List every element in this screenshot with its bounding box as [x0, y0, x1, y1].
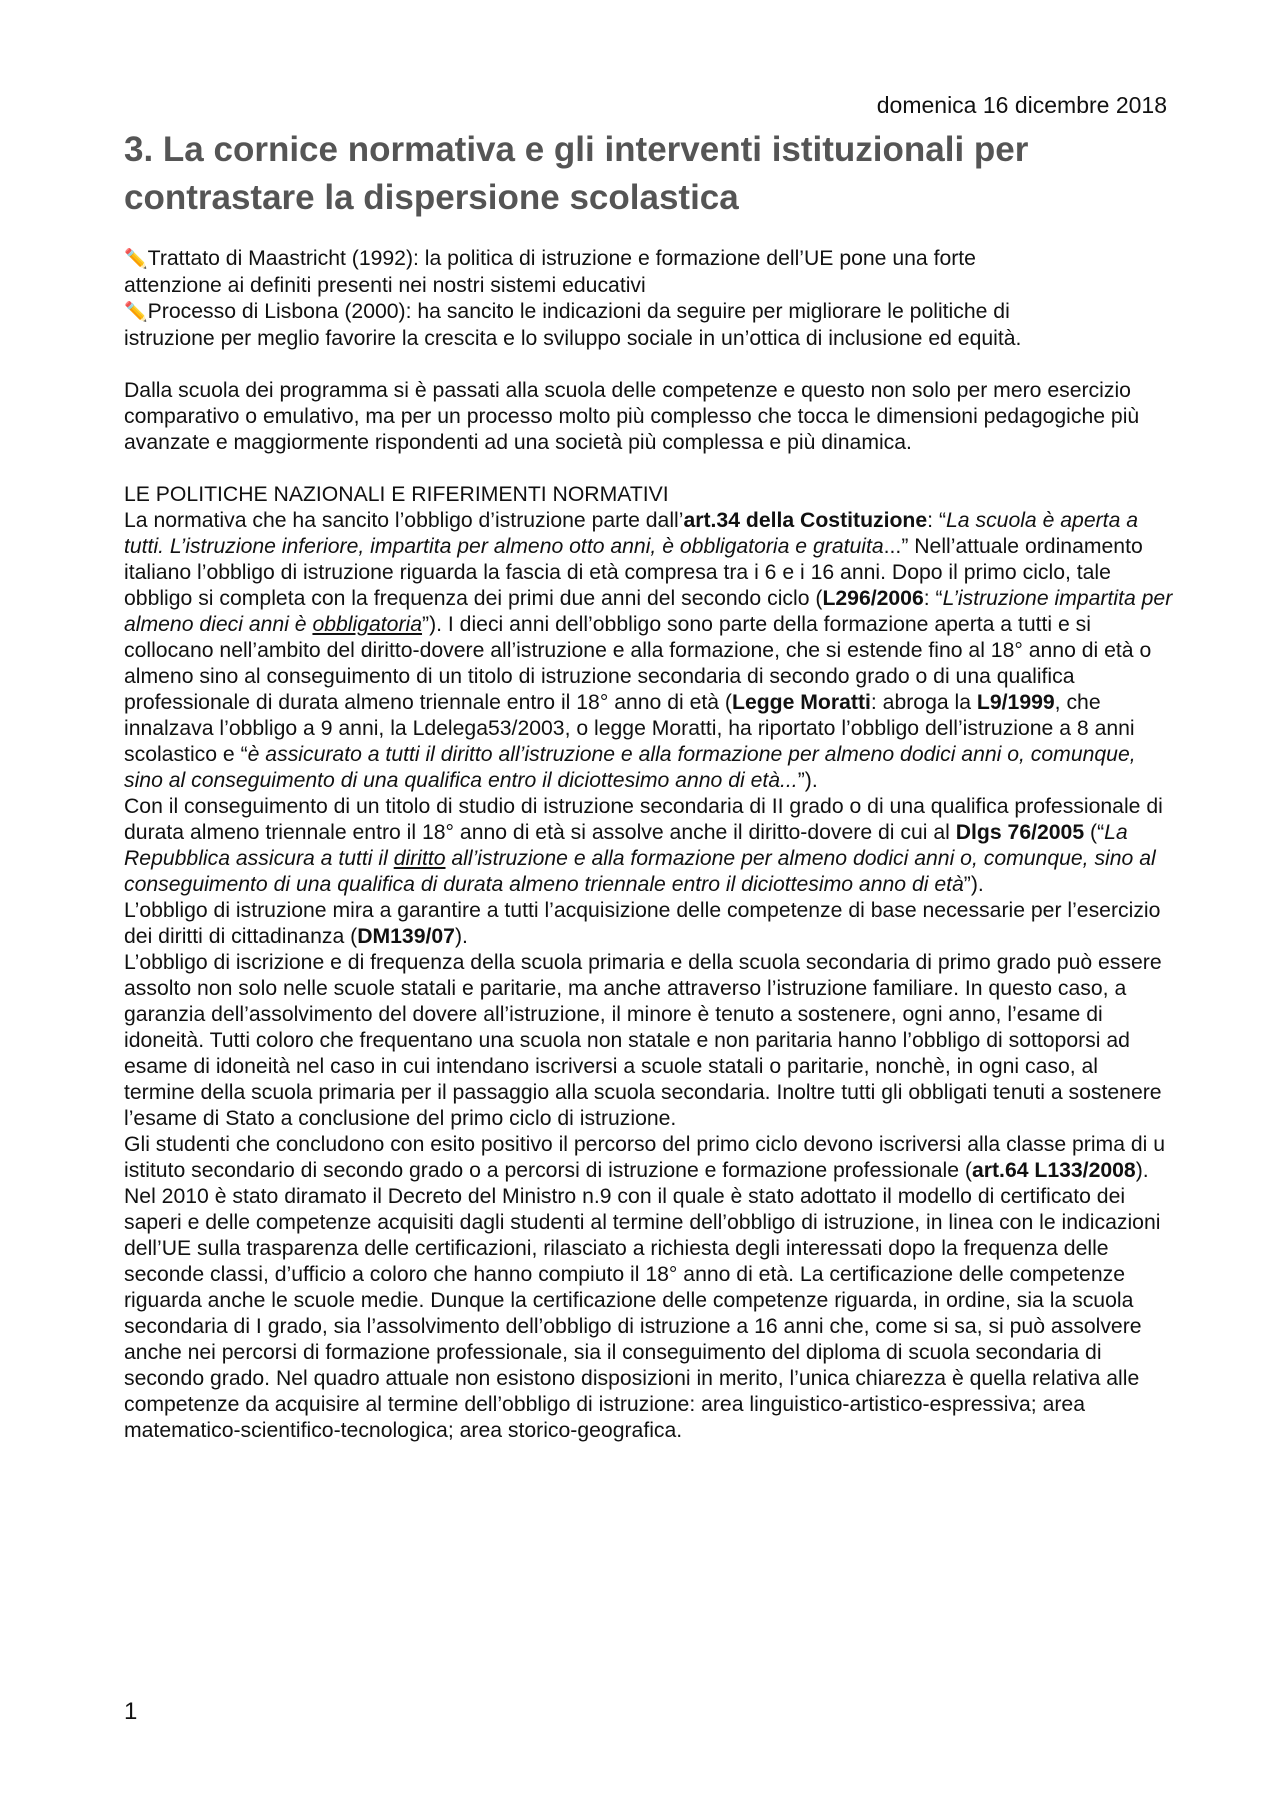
- document-title: 3. La cornice normativa e gli interventi istituzionali per contrastare la dispersione scolastica: [124, 130, 1029, 217]
- document-date: domenica 16 dicembre 2018: [876, 92, 1167, 118]
- bullet-text: Trattato di Maastricht (1992): la politica di istruzione e formazione dell’UE pone una forte: [147, 247, 976, 270]
- underlined-term: obbligatoria: [312, 613, 423, 636]
- paragraph-cittadinanza: L’obbligo di istruzione mira a garantire a tutti l’acquisizione delle competenze di base necessarie per l’esercizio dei diritti di cittadinanza (DM139/07).: [124, 899, 1161, 948]
- bullet-item: [124, 299, 1174, 352]
- page-number: 1: [124, 1698, 138, 1725]
- bullet-item: [124, 246, 1174, 299]
- intro-paragraph: Dalla scuola dei programma si è passati alla scuola delle competenze e questo non solo per mero esercizio comparativo o emulativo, ma per un processo molto più complesso che tocca le dimensioni pedagogiche più avanzate e maggiormente rispondenti ad una società più complessa e più dinamica.: [124, 379, 1140, 454]
- bullet-text: Processo di Lisbona (2000): ha sancito le indicazioni da seguire per migliorare le politiche di: [147, 300, 1010, 323]
- paragraph-iscrizione: L’obbligo di iscrizione e di frequenza della scuola primaria e della scuola secondaria di primo grado può essere assolto non solo nelle scuole statali e paritarie, ma anche attraverso l’istruzione familiare. In questo caso, a garanzia dell’assolvimento del dovere all’istruzione, il minore è tenuto a sostenere, ogni anno, l’esame di idoneità. Tutti coloro che frequentano una scuola non statale e non paritaria hanno l’obbligo di sottoporsi ad esame di idoneità nel caso in cui intendano iscriversi a scuole statali o paritarie, nonchè, in ogni caso, al termine della scuola primaria per il passaggio alla scuola secondaria. Inoltre tutti gli obbligati tenuti a sostenere l’esame di Stato a conclusione del primo ciclo di istruzione.: [124, 951, 1162, 1130]
- paragraph-diritto-dovere: Con il conseguimento di un titolo di studio di istruzione secondaria di II grado o di una qualifica professionale di durata almeno triennale entro il 18° anno di età si assolve anche il diritto-dovere di cui al Dlgs 76/2005 (“La Repubblica assicura a tutti il diritto all’istruzione e alla formazione per almeno dodici anni o, comunque, sino al conseguimento di una qualifica di durata almeno triennale entro il diciottesimo anno di età”).: [124, 795, 1163, 896]
- paragraph-studenti: Gli studenti che concludono con esito positivo il percorso del primo ciclo devono iscriversi alla classe prima di u istituto secondario di secondo grado o a percorsi di istruzione e formazione professionale (art.64 L133/2008).: [124, 1133, 1166, 1182]
- paragraph-obbligo: La normativa che ha sancito l’obbligo d’istruzione parte dall’art.34 della Costituzione: “La scuola è aperta a tutti. L’istruzione inferiore, impartita per almeno otto anni, è obbligatoria e gratuita...” Nell’attuale ordinamento italiano l’obbligo di istruzione riguarda la fascia di età compresa tra i 6 e i 16 anni. Dopo il primo ciclo, tale obbligo si completa con la frequenza dei primi due anni del secondo ciclo (L296/2006: “L’istruzione impartita per almeno dieci anni è obbligatoria”). I dieci anni dell’obbligo sono parte della formazione aperta a tutti e si collocano nell’ambito del diritto-dovere all’istruzione e alla formazione, che si estende fino al 18° anno di età o almeno sino al conseguimento di un titolo di istruzione secondaria di secondo grado o di una qualifica professionale di durata almeno triennale entro il 18° anno di età (Legge Moratti: abroga la L9/1999, che innalzava l’obbligo a 9 anni, la Ldelega53/2003, o legge Moratti, ha riportato l’obbligo dell’istruzione a 8 anni scolastico e “è assicurato a tutti il diritto all’istruzione e alla formazione per almeno dodici anni o, comunque, sino al conseguimento di una qualifica entro il diciottesimo anno di età...”).: [124, 509, 1173, 792]
- bullet-text: istruzione per meglio favorire la crescita e lo sviluppo sociale in un’ottica di inclusione ed equità.: [124, 327, 1022, 350]
- underlined-term: diritto: [393, 847, 446, 870]
- document-body: [124, 246, 1174, 1444]
- pencil-icon: ✏️: [124, 302, 148, 323]
- paragraph-certificazione: Nel 2010 è stato diramato il Decreto del Ministro n.9 con il quale è stato adottato il modello di certificato dei saperi e delle competenze acquisiti dagli studenti al termine dell’obbligo di istruzione, in linea con le indicazioni dell’UE sulla trasparenza delle certificazioni, rilasciato a richiesta degli interessati dopo la frequenza delle seconde classi, d’ufficio a coloro che hanno compiuto il 18° anno di età. La certificazione delle competenze riguarda anche le scuole medie. Dunque la certificazione delle competenze riguarda, in ordine, sia la scuola secondaria di I grado, sia l’assolvimento dell’obbligo di istruzione a 16 anni che, come si sa, si può assolvere anche nei percorsi di formazione professionale, sia il conseguimento del diploma di scuola secondaria di secondo grado. Nel quadro attuale non esistono disposizioni in merito, l’unica chiarezza è quella relativa alle competenze da acquisire al termine dell’obbligo di istruzione: area linguistico-artistico-espressiva; area matematico-scientifico-tecnologica; area storico-geografica.: [124, 1185, 1161, 1442]
- pencil-icon: ✏️: [124, 249, 148, 270]
- section-heading: LE POLITICHE NAZIONALI E RIFERIMENTI NORMATIVI: [124, 483, 669, 506]
- bullet-text: attenzione ai definiti presenti nei nostri sistemi educativi: [124, 274, 646, 297]
